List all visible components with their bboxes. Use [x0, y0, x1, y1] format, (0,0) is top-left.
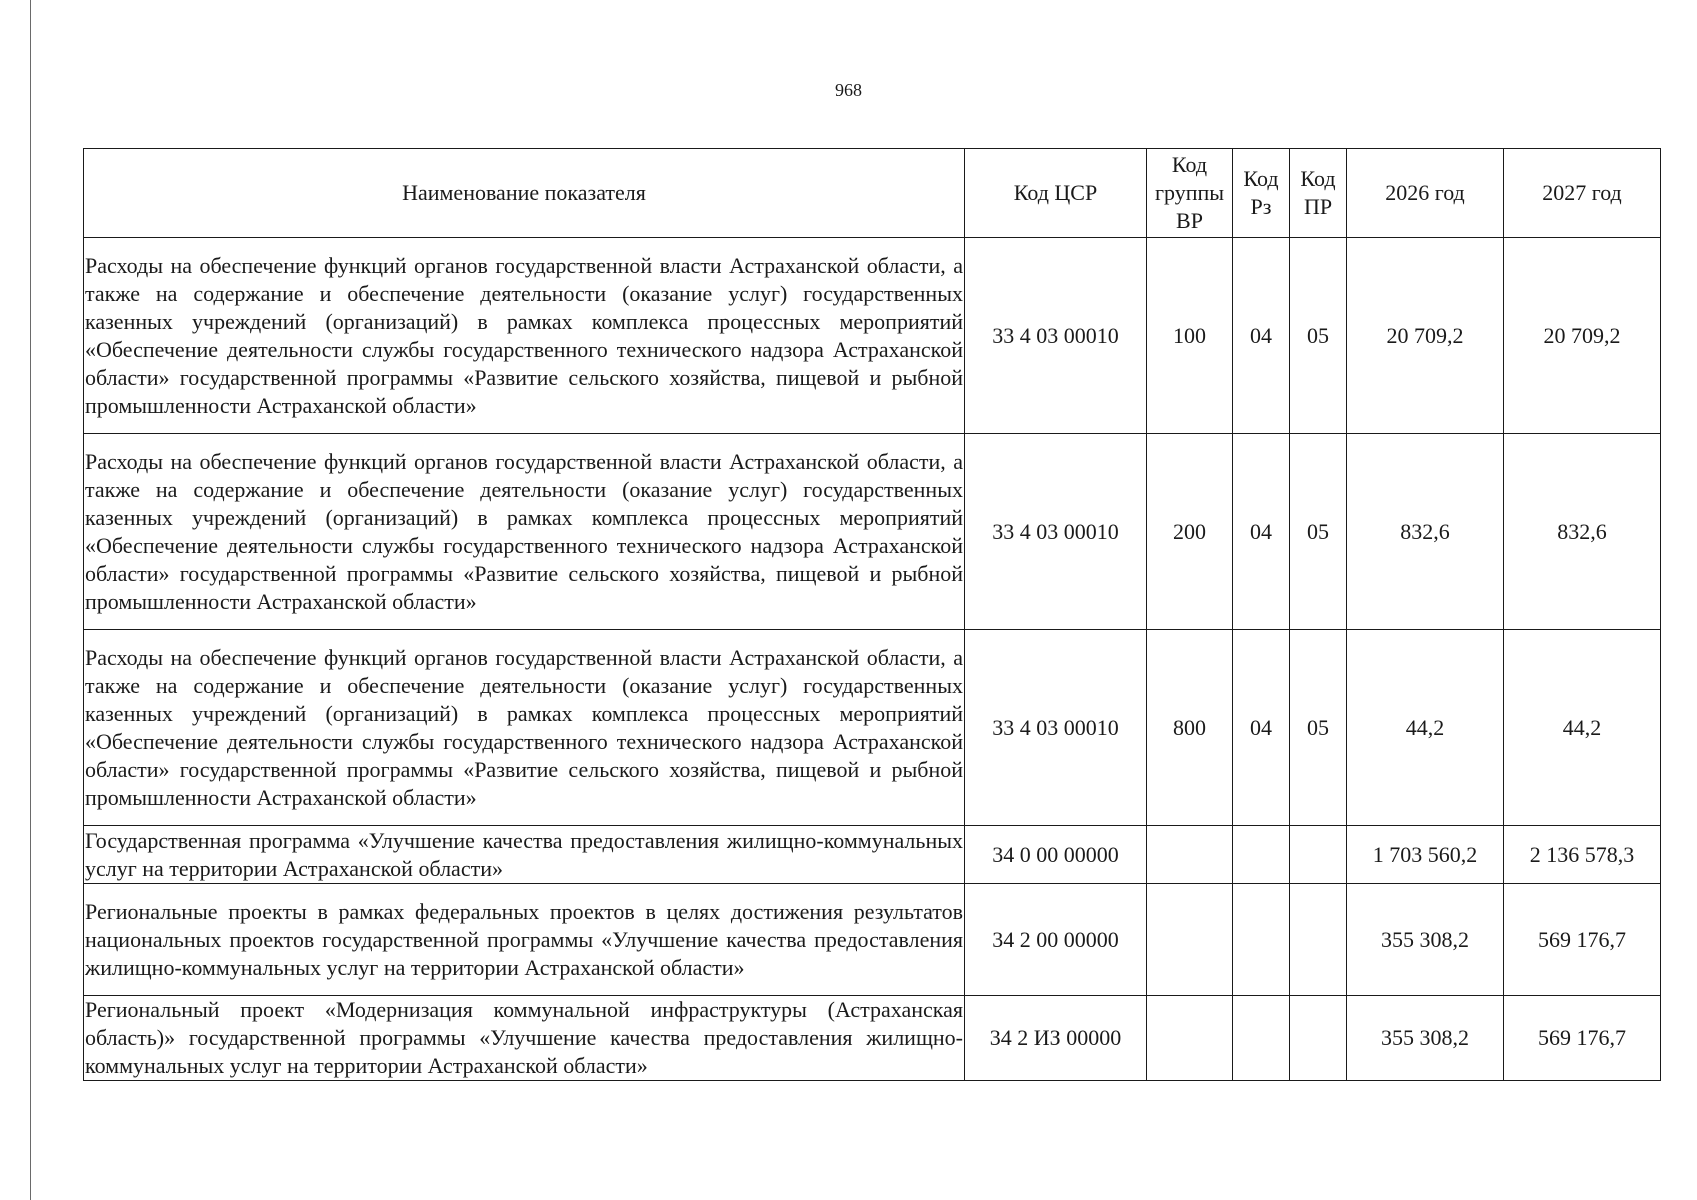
row-2026: 44,2 — [1347, 630, 1504, 826]
row-rz: 04 — [1233, 434, 1290, 630]
row-csr: 33 4 03 00010 — [965, 630, 1147, 826]
row-rz — [1233, 884, 1290, 996]
row-name: Расходы на обеспечение функций органов государственной власти Астраханской области, а также на содержание и обеспечение деятельности (оказание услуг) государственных казенных учреждений (организаций) в рамках комплекса процессных мероприятий «Обеспечение деятельности службы государственного технического надзора Астраханской области» государственной программы «Развитие сельского хозяйства, пищевой и рыбной промышленности Астраханской области» — [84, 434, 965, 630]
row-pr — [1290, 996, 1347, 1081]
row-name: Расходы на обеспечение функций органов государственной власти Астраханской области, а также на содержание и обеспечение деятельности (оказание услуг) государственных казенных учреждений (организаций) в рамках комплекса процессных мероприятий «Обеспечение деятельности службы государственного технического надзора Астраханской области» государственной программы «Развитие сельского хозяйства, пищевой и рыбной промышленности Астраханской области» — [84, 630, 965, 826]
table-row — [84, 630, 1661, 826]
row-vr: 200 — [1147, 434, 1233, 630]
row-csr: 34 2 00 00000 — [965, 884, 1147, 996]
row-2026: 20 709,2 — [1347, 238, 1504, 434]
row-vr: 800 — [1147, 630, 1233, 826]
row-2027: 2 136 578,3 — [1504, 826, 1661, 884]
row-vr — [1147, 826, 1233, 884]
table-row — [84, 826, 1661, 884]
row-name: Региональный проект «Модернизация коммунальной инфраструктуры (Астраханская область)» государственной программы «Улучшение качества предоставления жилищно-коммунальных услуг на территории Астраханской области» — [84, 996, 965, 1081]
row-2027: 569 176,7 — [1504, 996, 1661, 1081]
row-name: Региональные проекты в рамках федеральных проектов в целях достижения результатов национальных проектов государственной программы «Улучшение качества предоставления жилищно-коммунальных услуг на территории Астраханской области» — [84, 884, 965, 996]
row-2026: 832,6 — [1347, 434, 1504, 630]
row-2026: 355 308,2 — [1347, 996, 1504, 1081]
row-vr — [1147, 996, 1233, 1081]
left-margin-line — [30, 0, 31, 1200]
table-row — [84, 238, 1661, 434]
table-row — [84, 996, 1661, 1081]
row-2027: 832,6 — [1504, 434, 1661, 630]
budget-table — [83, 148, 1661, 1081]
header-2027: 2027 год — [1504, 149, 1661, 238]
row-pr: 05 — [1290, 238, 1347, 434]
header-csr: Код ЦСР — [965, 149, 1147, 238]
row-pr — [1290, 884, 1347, 996]
row-2027: 20 709,2 — [1504, 238, 1661, 434]
header-name: Наименование показателя — [84, 149, 965, 238]
header-2026: 2026 год — [1347, 149, 1504, 238]
table-row — [84, 434, 1661, 630]
table-row — [84, 884, 1661, 996]
header-pr: Код ПР — [1290, 149, 1347, 238]
row-csr: 33 4 03 00010 — [965, 238, 1147, 434]
row-2026: 355 308,2 — [1347, 884, 1504, 996]
row-vr — [1147, 884, 1233, 996]
row-rz: 04 — [1233, 238, 1290, 434]
row-pr — [1290, 826, 1347, 884]
row-csr: 34 0 00 00000 — [965, 826, 1147, 884]
row-csr: 34 2 ИЗ 00000 — [965, 996, 1147, 1081]
page-number: 968 — [835, 80, 862, 100]
row-rz — [1233, 996, 1290, 1081]
row-csr: 33 4 03 00010 — [965, 434, 1147, 630]
header-row — [84, 149, 1661, 238]
row-2027: 569 176,7 — [1504, 884, 1661, 996]
row-2027: 44,2 — [1504, 630, 1661, 826]
row-pr: 05 — [1290, 434, 1347, 630]
row-pr: 05 — [1290, 630, 1347, 826]
row-vr: 100 — [1147, 238, 1233, 434]
row-name: Государственная программа «Улучшение качества предоставления жилищно-коммунальных услуг на территории Астраханской области» — [84, 826, 965, 884]
header-vr: Код группы ВР — [1147, 149, 1233, 238]
row-name: Расходы на обеспечение функций органов государственной власти Астраханской области, а также на содержание и обеспечение деятельности (оказание услуг) государственных казенных учреждений (организаций) в рамках комплекса процессных мероприятий «Обеспечение деятельности службы государственного технического надзора Астраханской области» государственной программы «Развитие сельского хозяйства, пищевой и рыбной промышленности Астраханской области» — [84, 238, 965, 434]
row-2026: 1 703 560,2 — [1347, 826, 1504, 884]
row-rz: 04 — [1233, 630, 1290, 826]
header-rz: Код Рз — [1233, 149, 1290, 238]
row-rz — [1233, 826, 1290, 884]
